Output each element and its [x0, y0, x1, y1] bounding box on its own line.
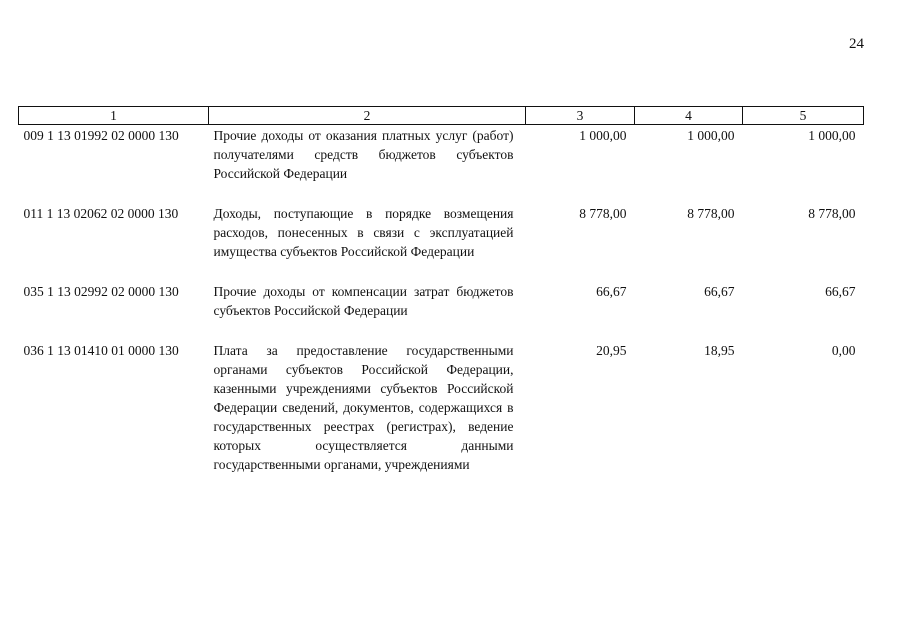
- amount-col4-cell: 18,95: [704, 343, 735, 358]
- table-row: [19, 341, 864, 495]
- amount-col3-cell: 8 778,00: [579, 206, 627, 221]
- table-header-row: [19, 107, 864, 125]
- amount-col3-cell: 1 000,00: [579, 128, 627, 143]
- column-header-2: 2: [209, 107, 526, 125]
- column-header-3: 3: [526, 107, 635, 125]
- amount-col5-cell: 0,00: [831, 343, 856, 358]
- column-header-4: 4: [635, 107, 743, 125]
- revenue-name-cell: Прочие доходы от оказания платных услуг (работ) получателями средств бюджетов субъектов Российской Федерации: [213, 128, 514, 181]
- revenue-name-cell: Доходы, поступающие в порядке возмещения расходов, понесенных в связи с эксплуатацией имущества субъектов Российской Федерации: [213, 206, 514, 259]
- amount-col4-cell: 8 778,00: [687, 206, 735, 221]
- table-row: [19, 204, 864, 282]
- budget-code-cell: 035 1 13 02992 02 0000 130: [23, 284, 179, 299]
- table-row: [19, 125, 864, 205]
- column-header-5: 5: [743, 107, 864, 125]
- revenue-name-cell: Прочие доходы от компенсации затрат бюджетов субъектов Российской Федерации: [213, 284, 514, 318]
- budget-code-cell: 009 1 13 01992 02 0000 130: [23, 128, 179, 143]
- budget-code-cell: 011 1 13 02062 02 0000 130: [23, 206, 179, 221]
- budget-code-cell: 036 1 13 01410 01 0000 130: [23, 343, 179, 358]
- table-row: [19, 282, 864, 341]
- amount-col3-cell: 66,67: [596, 284, 627, 299]
- amount-col4-cell: 1 000,00: [687, 128, 735, 143]
- page-number: 24: [849, 36, 864, 52]
- amount-col5-cell: 66,67: [825, 284, 856, 299]
- budget-revenue-table: [18, 106, 864, 495]
- column-header-1: 1: [19, 107, 209, 125]
- amount-col4-cell: 66,67: [704, 284, 735, 299]
- amount-col5-cell: 8 778,00: [808, 206, 856, 221]
- revenue-name-cell: Плата за предоставление государственными органами субъектов Российской Федерации, казенными учреждениями субъектов Российской Федерации сведений, документов, содержащихся в государственных реестрах (регистрах), ведение которых осуществляется данными государственными органами, учреждениями: [213, 343, 514, 472]
- amount-col5-cell: 1 000,00: [808, 128, 856, 143]
- amount-col3-cell: 20,95: [596, 343, 627, 358]
